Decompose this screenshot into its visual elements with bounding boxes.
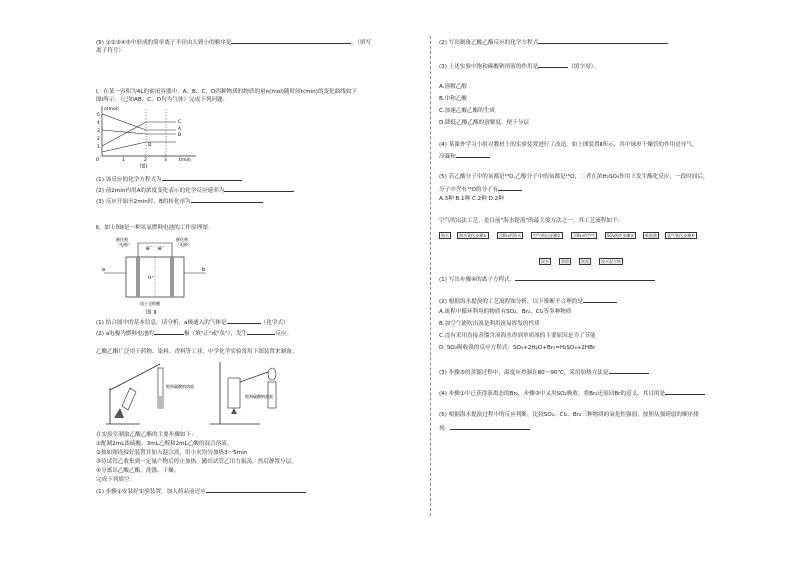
- step-2: ②按如图连接好装置并加入混合液，用小火均匀加热3～5min: [96, 450, 248, 456]
- label-catalyst-right: 催化剂: [176, 237, 188, 242]
- option-b: B.中和乙酸: [439, 96, 467, 102]
- s5b-line: 列：: [439, 424, 530, 433]
- sec3-q1: (1) 步骤①安装好实验装置，加入药品前还应: [96, 487, 306, 496]
- step-4: ④分离出乙酸乙酯，洗涤、干燥。: [96, 468, 180, 474]
- curve-c-label: C: [178, 120, 182, 125]
- answer-blank[interactable]: [538, 62, 568, 68]
- answer-blank[interactable]: [583, 297, 617, 303]
- y-axis-label: n(mol): [104, 107, 119, 112]
- sec2-intro: Ⅱ、如上图Ⅱ是一种氢氧燃料电池的工作原理图：: [96, 225, 214, 231]
- burner: [114, 408, 124, 418]
- r-q3: (3) 上述实验中饱和碳酸钠溶液的作用是 （填字母）。: [439, 64, 599, 70]
- flow-box: 吸收液: [645, 233, 657, 238]
- answer-blank[interactable]: [538, 38, 668, 44]
- step-1: ①配制2mL浓硫酸、3mL乙醇和2mL乙酸的混合溶液。: [96, 441, 233, 447]
- flow-box: 液溴: [581, 259, 589, 264]
- r-q4: (4) 某课外学习小组对教材上的实验装置进行了改造，如上图装置Ⅱ所示，其中球形干燥管的作用是导气、: [439, 142, 698, 148]
- y-tick: 1: [97, 145, 100, 150]
- answer-blank[interactable]: [191, 197, 263, 203]
- curve-b-label: B: [178, 133, 182, 138]
- answer-blank[interactable]: [456, 152, 490, 158]
- answer-blank[interactable]: [247, 329, 275, 335]
- y-tick: 4: [97, 121, 100, 126]
- x-tick: 2: [144, 158, 147, 162]
- x-tick: 3: [164, 158, 167, 162]
- flask: [228, 378, 240, 408]
- s2-option-c: C.没有采用直接蒸馏含溴海水得到单质溴的主要原因是为了节能: [439, 333, 596, 339]
- label-catalyst-left: 催化剂: [116, 237, 128, 242]
- apparatus-figure: [100, 358, 300, 428]
- sec2-q2: (2) a电极为燃料电池的 极（填"正"或"负"），发生 反应。: [96, 331, 293, 337]
- flow-box: 氯气氧化步骤④: [667, 233, 695, 238]
- sea-intro: 空气吹出法工艺，是目前"海水提溴"的最主要方法之一。其工艺流程如下：: [439, 218, 624, 224]
- s2-option-a: A.流程中循环利用的物质有SO₂、Br₂、Cl₂等多种物质: [439, 309, 572, 315]
- flow-box: 蒸馏: [561, 259, 569, 264]
- curve-a-label: A: [178, 127, 182, 132]
- y-tick: 5: [97, 113, 100, 118]
- sec2-q1: (1) 结合图中的基本信息，请分析，a极通入的气体是 （化学式）: [96, 320, 289, 326]
- answer-blank[interactable]: [450, 424, 530, 430]
- curve-b: [102, 130, 176, 134]
- label-electrode-left: （电极）: [116, 242, 132, 247]
- answer-blank[interactable]: [665, 389, 705, 395]
- q5-note: 离子符号）: [96, 48, 124, 54]
- figure-1-chart: [96, 104, 206, 162]
- flow-box: 含Br₂的空气: [573, 233, 595, 238]
- s2-line: (2) 根据海水提溴的工艺流程图分析，以下推断不合理的是: [439, 297, 617, 306]
- solution: [158, 396, 163, 408]
- answer-blank[interactable]: [515, 275, 655, 281]
- solution-label-right: 饱和碳酸钠溶液: [245, 394, 273, 399]
- delivery-tube: [110, 364, 160, 390]
- solution-label-left: 饱和碳酸钠溶液: [166, 384, 194, 389]
- electron-label: e⁻: [158, 245, 165, 252]
- drying-tube: [268, 368, 276, 380]
- answer-blank[interactable]: [154, 329, 184, 335]
- x-tick: 1: [122, 158, 125, 162]
- flow-box: SO₂吸收步骤③: [607, 233, 634, 238]
- label-electrode-right: （电极）: [176, 242, 192, 247]
- proton-label: H⁺: [148, 276, 154, 281]
- flow-box: 溴水: [541, 259, 549, 264]
- r-q4b: 冷凝和: [439, 152, 490, 161]
- electron-label: e⁻: [146, 245, 153, 252]
- figure-1-caption: 图Ⅰ: [140, 164, 148, 170]
- sec1-q2: (2) 前2min内用A的浓度变化表示的化学反应速率为: [96, 186, 294, 195]
- membrane-label: 质子交换膜: [140, 301, 160, 306]
- answer-blank[interactable]: [231, 38, 351, 44]
- r-q5: (5) 若乙酸分子中的氧都是¹⁸O,乙醇分子中的氧都是¹⁶O，二者在浓H₂SO₄作用下发生酯化反应，一段时间后，: [439, 174, 709, 180]
- flow-box: 空气吹出步骤②: [533, 233, 561, 238]
- r-q5-options: A.3种 B.1种 C.2种 D.2种: [439, 196, 504, 202]
- delivery-tube: [240, 372, 268, 382]
- label-a: a: [102, 267, 106, 273]
- option-c: C.加速乙酸乙酯的生成: [439, 108, 496, 114]
- y-tick: 2: [97, 137, 100, 142]
- option-a: A.溶解乙醇: [439, 84, 467, 90]
- y-tick: 3: [97, 129, 100, 134]
- s2-option-d: D. SO₂吸收溴的反应方程式：SO₂+2H₂O+Br₂=H₂SO₄+2HBr: [439, 345, 596, 351]
- sec1-intro2: 图Ⅰ所示：（已知AB、C、D均为气体）完成下列问题：: [96, 97, 229, 103]
- s2-option-b: B.加空气能吹出溴是利用溴易挥发的性质: [439, 321, 540, 327]
- s1-line: (1) 写出步骤④的离子方程式：: [439, 275, 655, 284]
- s4-line: (4) 步骤①中已获得游离态的Br₂，步骤③中又用SO₂吸收，将Br₂还原回Br的意义，其目的是: [439, 389, 705, 398]
- flow-box: 含Br₂的海水: [499, 233, 521, 238]
- answer-blank[interactable]: [227, 318, 261, 324]
- step-3: ③待试管乙收集到一定量产物后停止加热，撤出试管乙用力振荡，然后静置分层。: [96, 459, 297, 465]
- answer-blank[interactable]: [498, 185, 522, 191]
- s3-line: (3) 步骤⑤的蒸馏过程中，温度应控制在80～90℃，采用加热方法是: [439, 368, 649, 377]
- curve-d-label: D: [148, 143, 152, 148]
- flow-box: 溴水混合物: [601, 259, 621, 264]
- answer-blank[interactable]: [206, 487, 306, 493]
- column-divider: [430, 36, 431, 516]
- sec1-q1: (1) 该反应的化学方程式为: [96, 175, 242, 184]
- q5-line: (5) ①②③④⑤中形成的简单离子半径由大到小的顺序是 。（填写: [96, 40, 372, 46]
- label-b: b: [202, 267, 206, 273]
- answer-blank[interactable]: [162, 175, 242, 181]
- sec1-q3: (3) 反应开始至2min时，B的转化率为: [96, 197, 263, 206]
- answer-blank[interactable]: [224, 186, 294, 192]
- flow-box: 海水氧化步骤①: [459, 233, 487, 238]
- x-axis-label: t/min: [179, 158, 191, 162]
- s5-line: (5) 根据海水提溴过程中的反应判断，比较SO₂、Cl₂、Br₂三种物质的氧化性强弱，按照从强到弱的顺序排: [439, 412, 699, 418]
- fill-instruction: 完成下列填空：: [96, 477, 136, 483]
- external-wire: [138, 243, 172, 257]
- fuel-cell-diagram: [102, 233, 212, 311]
- answer-blank[interactable]: [609, 368, 649, 374]
- electrode-left: [136, 257, 140, 297]
- curve-d: [102, 142, 176, 152]
- flow-box: 海水: [441, 233, 449, 238]
- test-tube-a: [122, 388, 136, 410]
- r-q5b: 分子中含有¹⁸O的分子有: [439, 185, 522, 194]
- burner: [231, 408, 237, 414]
- electrode-right: [170, 257, 174, 297]
- r-q2: (2) 写出制备乙酸乙酯反应的化学方程式: [439, 38, 668, 47]
- option-d: D.降低乙酸乙酯的溶解度，便于分层: [439, 120, 529, 126]
- figure-2-caption: 图 Ⅱ: [146, 310, 157, 316]
- sec3-intro: 乙酸乙酯广泛用于药物、染料、香料等工业，中学化学实验常用下图装置来制备。: [96, 349, 298, 355]
- steps-title: 在实验室制取乙酸乙酯的主要步骤如下：: [96, 432, 197, 438]
- x-tick: 0: [96, 158, 99, 162]
- sec1-intro: Ⅰ、在某一容积为4L的密闭容器中，A、B、C、D四种物质的物质的量n(mol)随时间t(min)的变化曲线如下: [96, 89, 358, 95]
- bromine-flowchart: [439, 230, 769, 274]
